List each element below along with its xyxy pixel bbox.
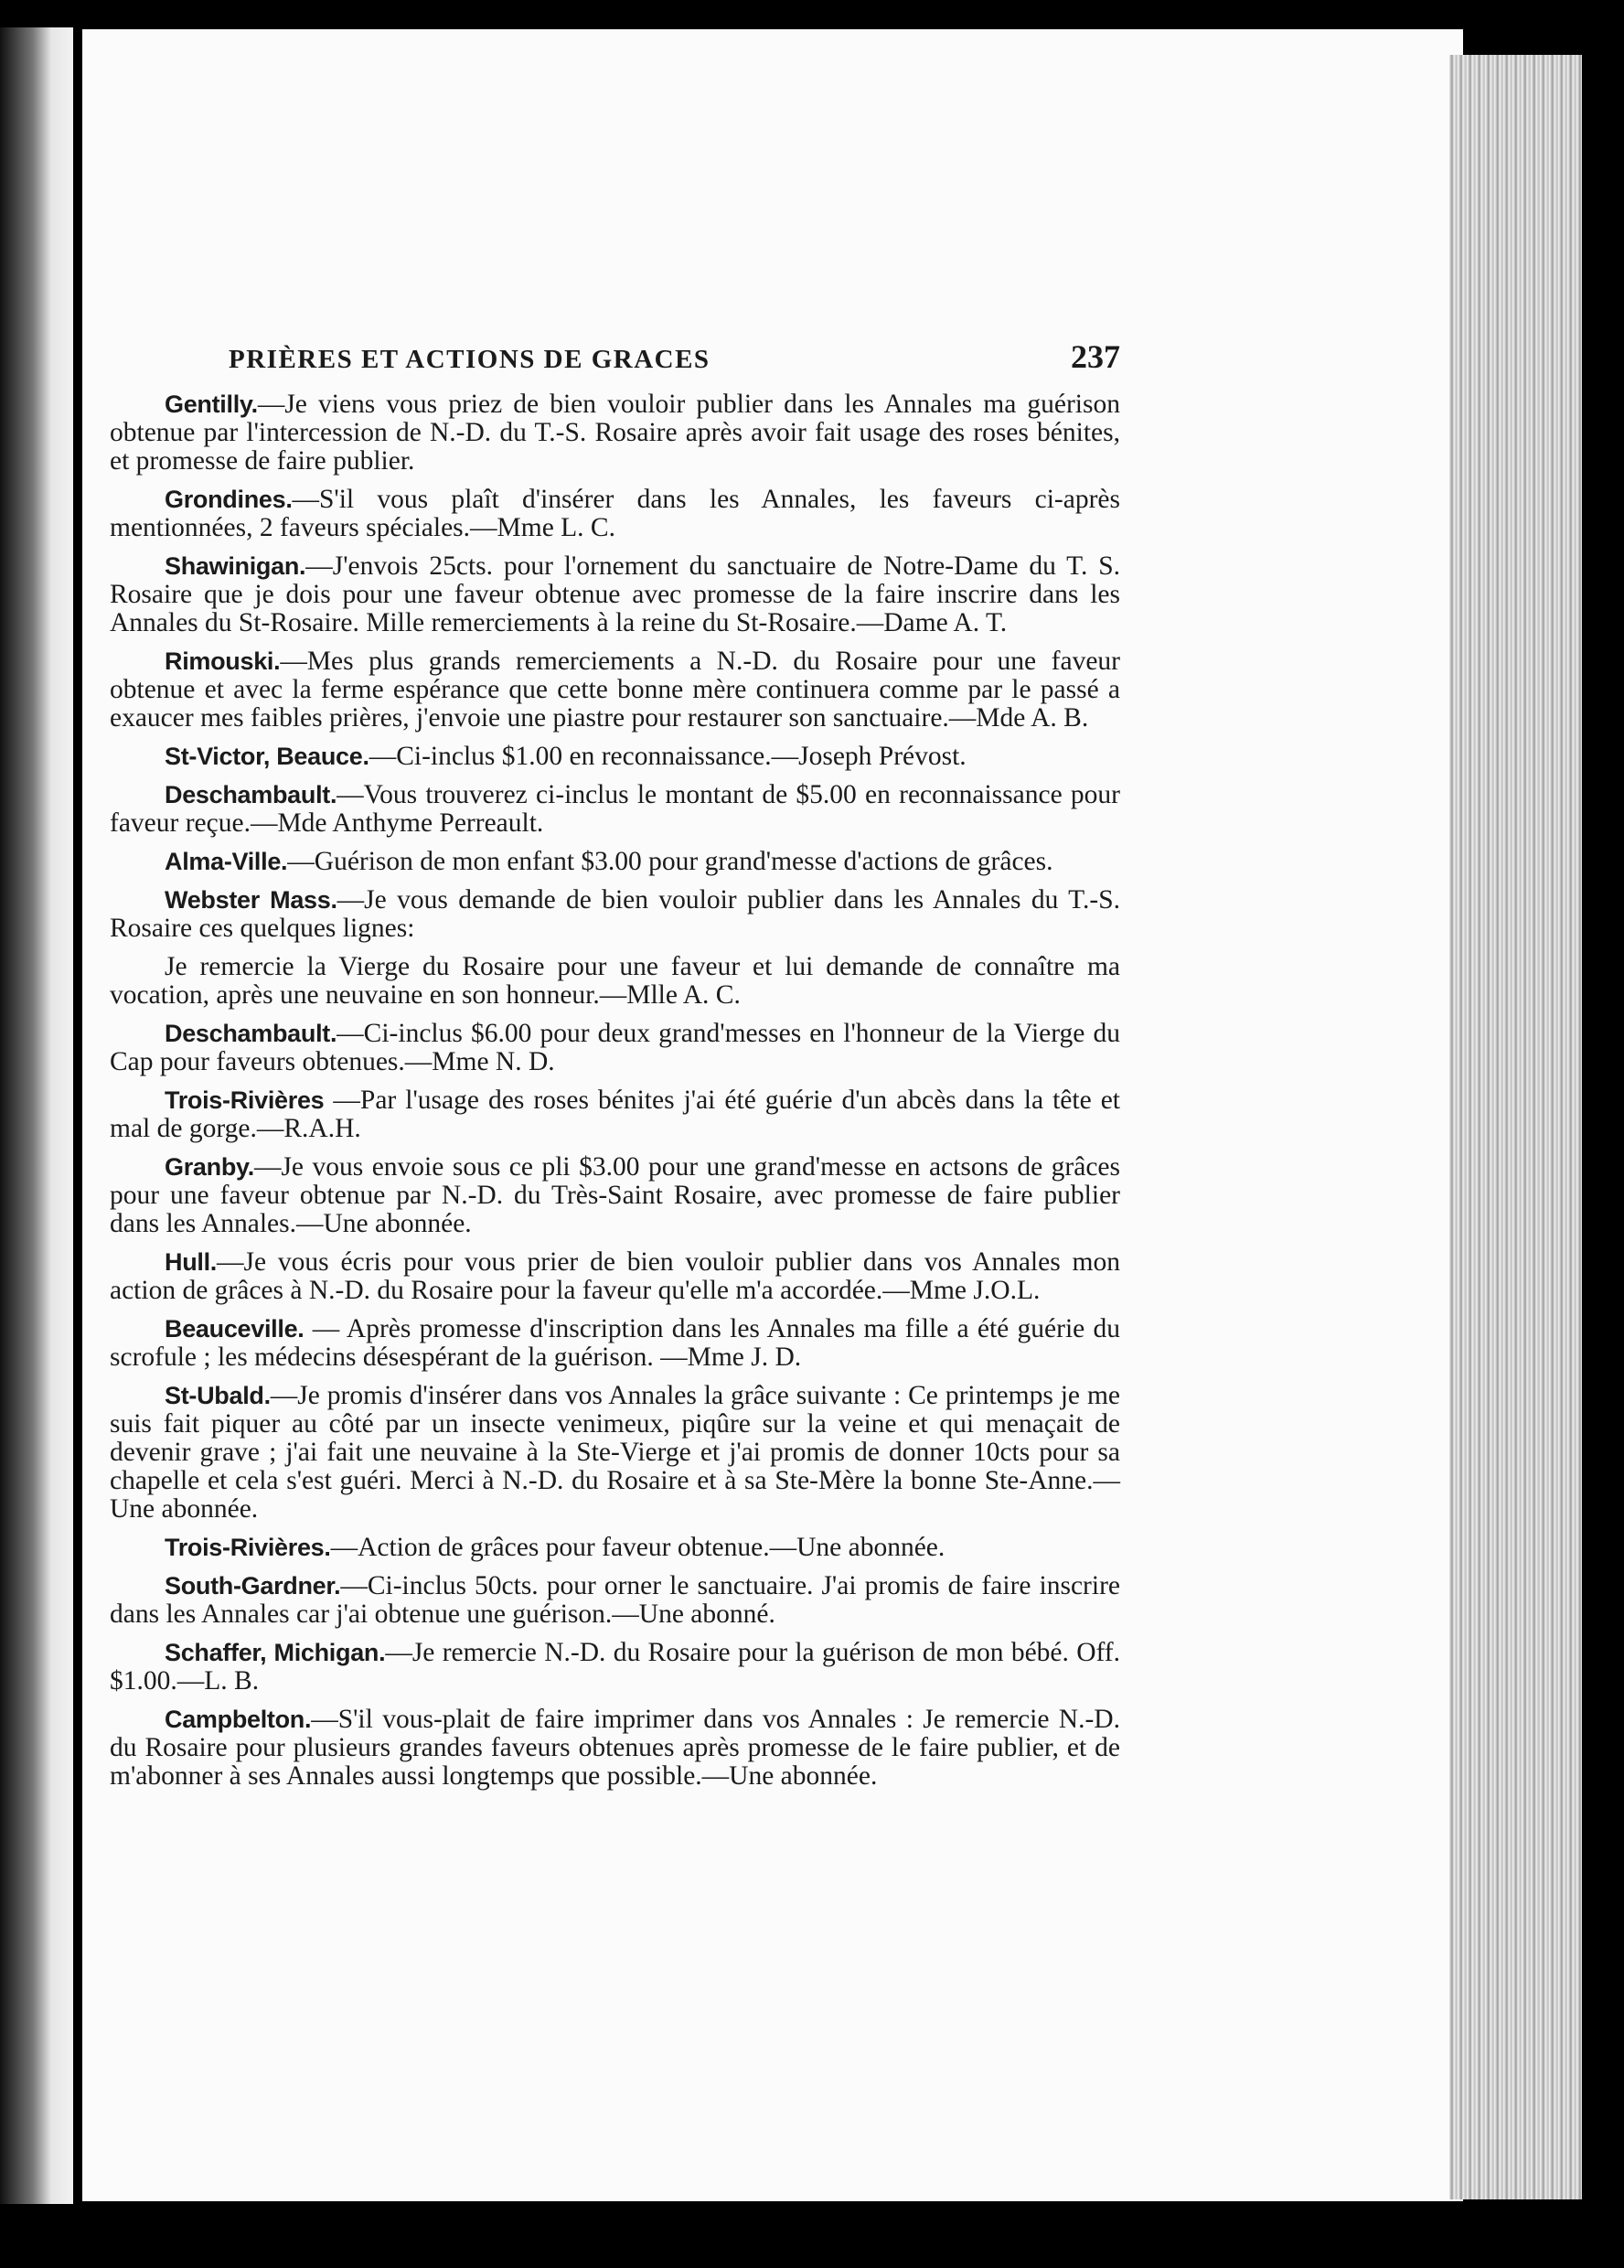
entry-place: Rimouski.	[165, 647, 281, 675]
entry-text: —Je remercie N.-D. du Rosaire pour la guérison de mon bébé. Off. $1.00.—L. B.	[110, 1638, 1120, 1696]
page-header	[110, 338, 1120, 375]
entry	[110, 552, 1120, 637]
entry-place: Deschambault.	[165, 1020, 337, 1047]
entry-text: —Je vous demande de bien vouloir publier dans les Annales du T.-S. Rosaire ces quelques lignes:	[110, 885, 1120, 943]
entries-list	[110, 390, 1120, 1791]
entry	[110, 1572, 1120, 1629]
entry-place: Schaffer, Michigan.	[165, 1639, 386, 1666]
entry-place: Deschambault.	[165, 781, 337, 808]
entry	[110, 1315, 1120, 1372]
entry-text: —Par l'usage des roses bénites j'ai été guérie d'un abcès dans la tête et mal de gorge.—R.A.H.	[110, 1086, 1120, 1143]
entry-place: Alma-Ville.	[165, 848, 288, 875]
entry	[110, 848, 1120, 876]
entry-place: Hull.	[165, 1248, 217, 1276]
entry-place: St-Victor, Beauce.	[165, 743, 369, 770]
running-title: PRIÈRES ET ACTIONS DE GRACES	[229, 345, 710, 374]
entry-text: —Je vous envoie sous ce pli $3.00 pour une grand'messe en actsons de grâces pour une faveur obtenue par N.-D. du Très-Saint Rosaire, avec promesse de faire publier dans les Annales.—Une abonnée.	[110, 1152, 1120, 1238]
entry	[110, 486, 1120, 542]
entry	[110, 647, 1120, 733]
entry	[110, 886, 1120, 943]
entry-text: —Mes plus grands remerciements a N.-D. du Rosaire pour une faveur obtenue et avec la ferme espérance que cette bonne mère continuera comme par le passé a exaucer mes faibles prières, j'envoie une piastre pour restaurer son sanctuaire.—Mde A. B.	[110, 647, 1120, 733]
entry	[110, 1153, 1120, 1238]
page-number: 237	[1071, 338, 1120, 375]
entry-place: Campbelton.	[165, 1706, 312, 1733]
entry-place: Gentilly.	[165, 390, 258, 418]
entry-place: Webster Mass.	[165, 886, 337, 914]
entry-text: — Après promesse d'inscription dans les Annales ma fille a été guérie du scrofule ; les médecins désespérant de la guérison. —Mme J. D.	[110, 1314, 1120, 1372]
entry-text: —Ci-inclus $1.00 en reconnaissance.—Joseph Prévost.	[369, 742, 967, 771]
entry-place: Grondines.	[165, 486, 293, 513]
entry-text: —Je vous écris pour vous prier de bien vouloir publier dans vos Annales mon action de grâces à N.-D. du Rosaire pour la faveur qu'elle m'a accordée.—Mme J.O.L.	[110, 1247, 1120, 1305]
entry-text: —Vous trouverez ci-inclus le montant de $5.00 en reconnaissance pour faveur reçue.—Mde Anthyme Perreault.	[110, 780, 1120, 838]
entry	[110, 1086, 1120, 1143]
entry	[110, 1639, 1120, 1696]
entry-place: Trois-Rivières	[165, 1086, 325, 1114]
entry-place: Granby.	[165, 1153, 254, 1181]
entry-text: —Ci-inclus 50cts. pour orner le sanctuaire. J'ai promis de faire inscrire dans les Annales car j'ai obtenue une guérison.—Une abonné.	[110, 1571, 1120, 1629]
entry	[110, 1020, 1120, 1076]
entry-place: Trois-Rivières.	[165, 1534, 331, 1561]
entry-text: —S'il vous-plait de faire imprimer dans vos Annales : Je remercie N.-D. du Rosaire pour plusieurs grandes faveurs obtenues après promesse de le faire publier, et de m'abonner à ses Annales aussi longtemps que possible.—Une abonnée.	[110, 1705, 1120, 1791]
entry	[110, 1248, 1120, 1305]
entry-text: Je remercie la Vierge du Rosaire pour une faveur et lui demande de connaître ma vocation, après une neuvaine en son honneur.—Mlle A. C.	[110, 952, 1120, 1010]
entry-place: South-Gardner.	[165, 1572, 341, 1599]
page-content	[110, 338, 1120, 1801]
entry-place: Beauceville.	[165, 1315, 304, 1343]
entry	[110, 1706, 1120, 1791]
entry-text: —Action de grâces pour faveur obtenue.—Une abonnée.	[330, 1533, 946, 1562]
page-stack-edge	[1449, 55, 1582, 2199]
entry-text: —Je promis d'insérer dans vos Annales la grâce suivante : Ce printemps je me suis fait piquer au côté par un insecte venimeux, piqûre sur la veine et qui menaçait de devenir grave ; j'ai fait une neuvaine à la Ste-Vierge et j'ai promis de donner 10cts pour sa chapelle et cela s'est guéri. Merci à N.-D. du Rosaire et à sa Ste-Mère la bonne Ste-Anne.—Une abonnée.	[110, 1381, 1120, 1524]
entry	[110, 953, 1120, 1010]
entry-text: —Je viens vous priez de bien vouloir publier dans les Annales ma guérison obtenue par l'intercession de N.-D. du T.-S. Rosaire après avoir fait usage des roses bénites, et promesse de faire publier.	[110, 390, 1120, 476]
entry	[110, 390, 1120, 476]
adjacent-page-edge	[0, 27, 73, 2204]
entry-place: Shawinigan.	[165, 552, 306, 580]
entry-text: —S'il vous plaît d'insérer dans les Annales, les faveurs ci-après mentionnées, 2 faveurs spéciales.—Mme L. C.	[110, 485, 1120, 542]
entry-place: St-Ubald.	[165, 1382, 271, 1409]
entry-text: —Ci-inclus $6.00 pour deux grand'messes en l'honneur de la Vierge du Cap pour faveurs obtenues.—Mme N. D.	[110, 1019, 1120, 1076]
entry	[110, 1534, 1120, 1562]
entry	[110, 743, 1120, 771]
entry-text: —J'envois 25cts. pour l'ornement du sanctuaire de Notre-Dame du T. S. Rosaire que je dois pour une faveur obtenue avec promesse de la faire inscrire dans les Annales du St-Rosaire. Mille remerciements à la reine du St-Rosaire.—Dame A. T.	[110, 551, 1120, 637]
entry	[110, 1382, 1120, 1524]
entry	[110, 781, 1120, 838]
entry-text: —Guérison de mon enfant $3.00 pour grand'messe d'actions de grâces.	[287, 847, 1053, 876]
